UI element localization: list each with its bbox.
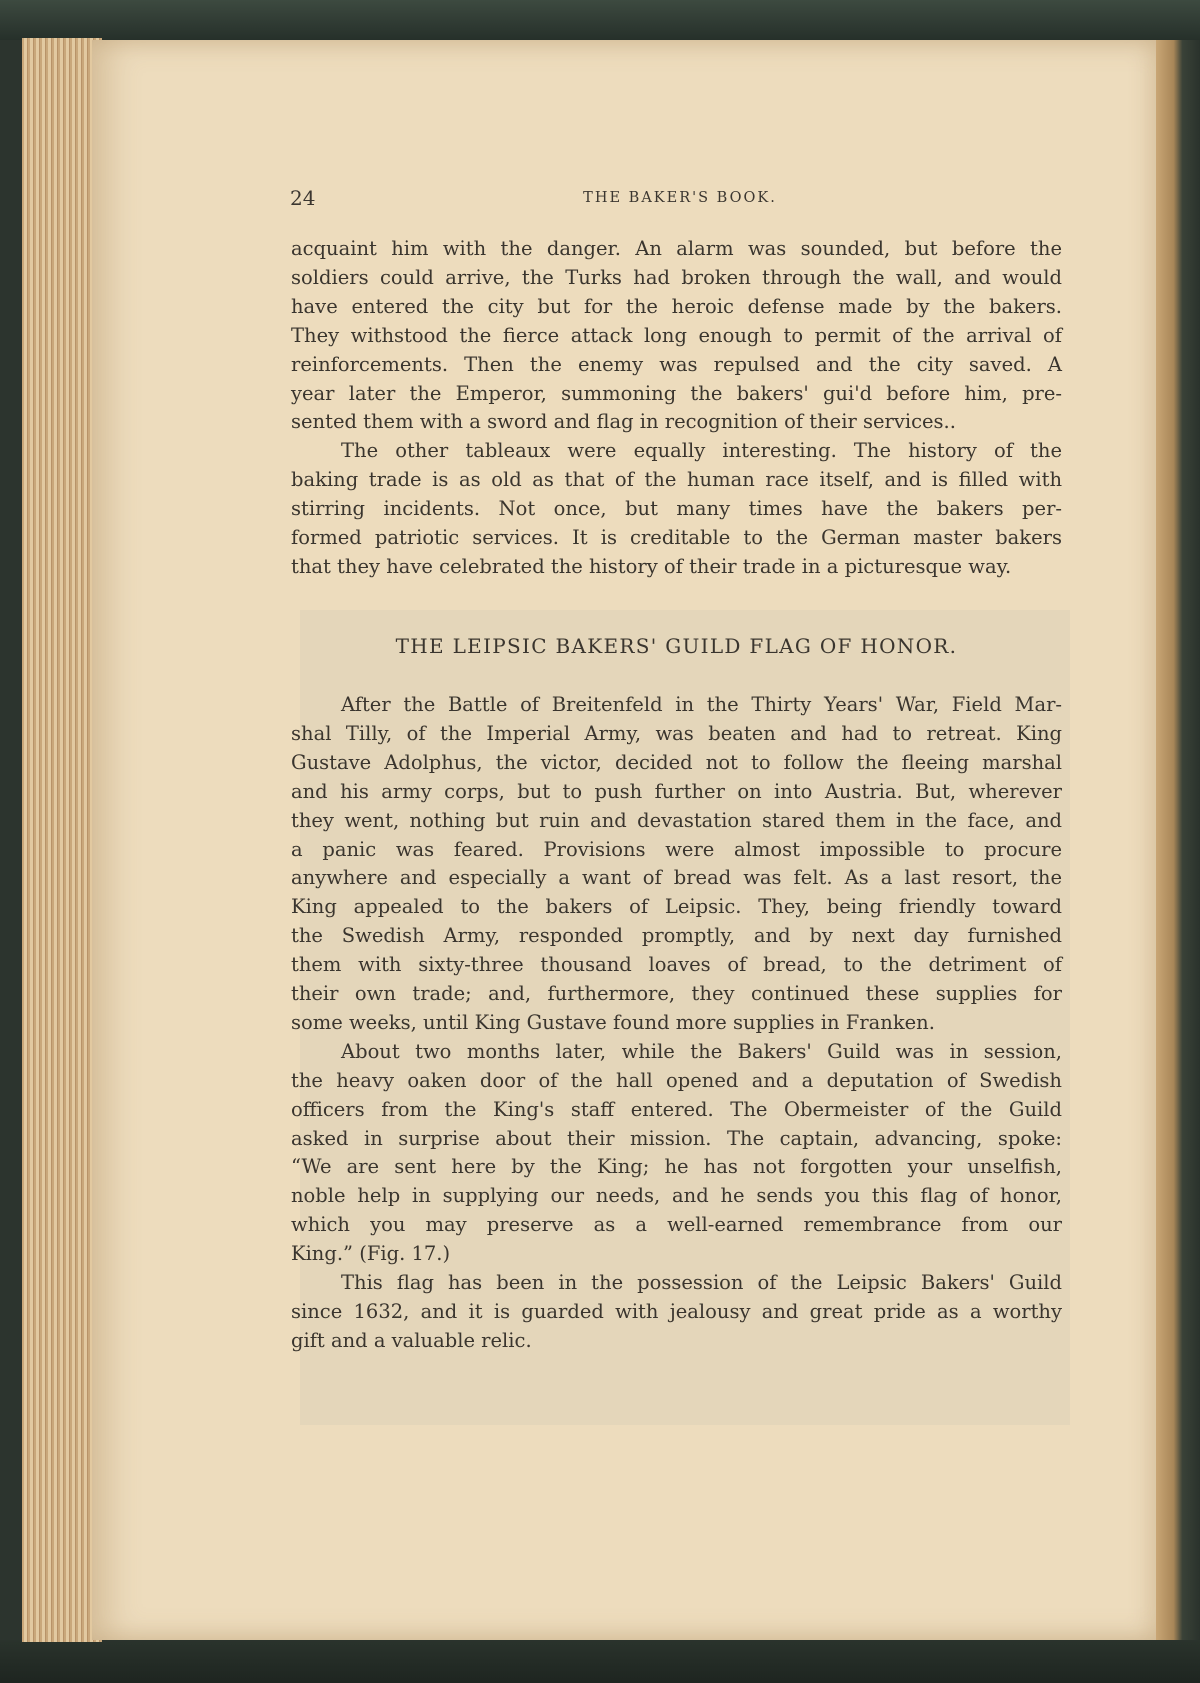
text-line: and his army corps, but to push further on into Austria. But, wherever (291, 779, 1062, 803)
book-spine-edge (1156, 40, 1200, 1640)
page-number: 24 (290, 186, 316, 210)
text-line: King.” (Fig. 17.) (291, 1242, 451, 1266)
running-title: THE BAKER'S BOOK. (583, 190, 777, 206)
text-line: This flag has been in the possession of the Leipsic Bakers' Guild (341, 1271, 1062, 1294)
text-line: them with sixty-three thousand loaves of bread, to the detriment of (291, 953, 1062, 977)
text-line: some weeks, until King Gustave found more supplies in Franken. (291, 1010, 935, 1034)
text-line: They withstood the fierce attack long enough to permit of the arrival of (291, 323, 1062, 347)
text-line: have entered the city but for the heroic defense made by the bakers. (291, 294, 1062, 318)
text-line: that they have celebrated the history of their trade in a picturesque way. (291, 554, 1012, 578)
page-header (290, 186, 1070, 212)
text-line: which you may preserve as a well-earned remembrance from our (291, 1213, 1062, 1237)
text-line: noble help in supplying our needs, and he sends you this flag of honor, (291, 1184, 1062, 1208)
book-cover-bottom (0, 1640, 1200, 1683)
text-line: the Swedish Army, responded promptly, and by next day furnished (291, 924, 1062, 948)
text-line: “We are sent here by the King; he has not forgotten your unselfish, (291, 1155, 1062, 1179)
text-line: King appealed to the bakers of Leipsic. They, being friendly toward (291, 895, 1062, 919)
text-line: stirring incidents. Not once, but many times have the bakers per- (291, 497, 1062, 521)
text-line: Gustave Adolphus, the victor, decided not to follow the fleeing marshal (291, 750, 1062, 774)
text-line: year later the Emperor, summoning the bakers' gui'd before him, pre- (291, 381, 1062, 405)
text-line: since 1632, and it is guarded with jealousy and great pride as a worthy (291, 1299, 1062, 1323)
book-cover-top (0, 0, 1200, 40)
text-line: shal Tilly, of the Imperial Army, was beaten and had to retreat. King (291, 721, 1062, 745)
text-line: soldiers could arrive, the Turks had broken through the wall, and would (291, 265, 1062, 289)
text-line: their own trade; and, furthermore, they continued these supplies for (291, 982, 1062, 1005)
text-line: formed patriotic services. It is creditable to the German master bakers (291, 526, 1062, 549)
text-line: reinforcements. Then the enemy was repulsed and the city saved. A (291, 352, 1062, 376)
text-line: sented them with a sword and flag in recognition of their services.. (291, 410, 956, 434)
section-heading: THE LEIPSIC BAKERS' GUILD FLAG OF HONOR. (395, 634, 958, 658)
text-line: gift and a valuable relic. (291, 1328, 532, 1352)
text-line: acquaint him with the danger. An alarm was sounded, but before the (291, 237, 1062, 260)
text-line: the heavy oaken door of the hall opened and a deputation of Swedish (291, 1068, 1062, 1092)
text-line: officers from the King's staff entered. The Obermeister of the Guild (291, 1097, 1062, 1121)
text-line: After the Battle of Breitenfeld in the Thirty Years' War, Field Mar- (341, 693, 1062, 716)
text-line: asked in surprise about their mission. The captain, advancing, spoke: (291, 1126, 1062, 1150)
text-line: About two months later, while the Bakers' Guild was in session, (341, 1039, 1062, 1063)
text-line: a panic was feared. Provisions were almost impossible to procure (291, 837, 1062, 861)
text-line: The other tableaux were equally interesting. The history of the (341, 439, 1062, 463)
text-line: anywhere and especially a want of bread was felt. As a last resort, the (291, 866, 1062, 890)
page-edges (22, 38, 102, 1642)
text-line: baking trade is as old as that of the human race itself, and is filled with (291, 468, 1062, 492)
text-line: they went, nothing but ruin and devastation stared them in the face, and (291, 808, 1062, 832)
